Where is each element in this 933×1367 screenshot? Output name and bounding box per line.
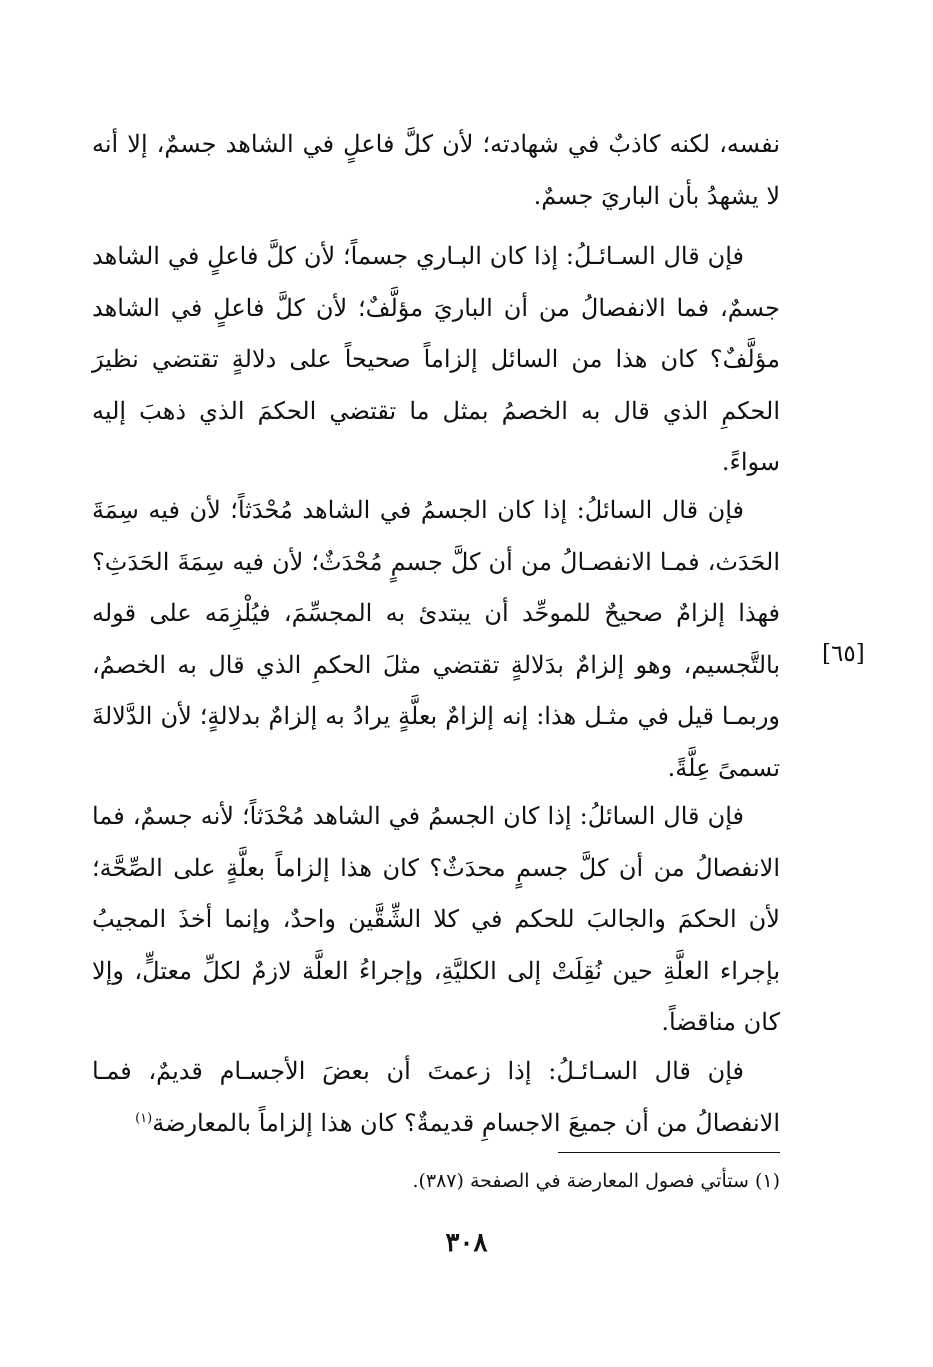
paragraph-3 bbox=[92, 485, 780, 794]
paragraph-5 bbox=[92, 1046, 780, 1149]
paragraph-2 bbox=[92, 231, 780, 489]
paragraph-text bbox=[92, 1046, 780, 1149]
paragraph-text: نفسه، لكنه كاذبٌ في شهادته؛ لأن كلَّ فاعلٍ في الشاهد جسمٌ، إلا أنه لا يشهدُ بأن الباريَ جسمٌ. bbox=[92, 130, 780, 210]
paragraph-4 bbox=[92, 791, 780, 1049]
paragraph-text: فإن قال السائلُ: إذا كان الجسمُ في الشاهد مُحْدَثاً؛ لأنه جسمٌ، فما الانفصالُ من أن كلَّ جسمٍ محدَثٌ؟ كان هذا إلزاماً بعلَّةٍ على الصِّحَّة؛ لأن الحكمَ والجالبَ للحكم في كلا الشِّقَّين واحدٌ، وإنما أخذَ المجيبُ بإجراء العلَّةِ حين نُقِلَتْ إلى الكليَّةِ، وإجراءُ العلَّة لازمٌ لكلِّ معتلٍّ، وإلا كان مناقضاً. bbox=[92, 802, 780, 1036]
footnote-marker: (١) bbox=[135, 1110, 153, 1126]
paragraph-1 bbox=[92, 119, 780, 222]
footnote: (١) ستأتي فصول المعارضة في الصفحة (٣٨٧). bbox=[412, 1170, 780, 1192]
paragraph-text-content: فإن قال السـائـلُ: إذا زعمتَ أن بعضَ الأجسـام قديمٌ، فمـا الانفصالُ من أن جميعَ الاجسامِ قديمةٌ؟ كان هذا إلزاماً بالمعارضة bbox=[92, 1057, 780, 1137]
footnote-divider bbox=[558, 1152, 780, 1153]
page-number: ٣٠٨ bbox=[445, 1228, 488, 1258]
margin-page-reference: [٦٥] bbox=[822, 641, 865, 667]
paragraph-text: فإن قال السائلُ: إذا كان الجسمُ في الشاهد مُحْدَثاً؛ لأن فيه سِمَةَ الحَدَث، فمـا الانفصـالُ من أن كلَّ جسمٍ مُحْدَثٌ؛ لأن فيه سِمَةَ الحَدَثِ؟ فهذا إلزامٌ صحيحٌ للموحِّد أن يبتدئ به المجسِّمَ، فيُلْزِمَه على قوله بالتَّجسيم، وهو إلزامٌ بدَلالةٍ تقتضي مثلَ الحكمِ الذي قال به الخصمُ، وربمـا قيل في مثـل هذا: إنه إلزامٌ بعلَّةٍ يرادُ به إلزامٌ بدلالةٍ؛ لأن الدَّلالةَ تسمىً عِلَّةً. bbox=[92, 496, 780, 782]
paragraph-text: فإن قال السـائـلُ: إذا كان البـاري جسماً؛ لأن كلَّ فاعلٍ في الشاهد جسمٌ، فما الانفصالُ من أن الباريَ مؤلَّفٌ؛ لأن كلَّ فاعلٍ في الشاهد مؤلَّفٌ؟ كان هذا من السائل إلزاماً صحيحاً على دلالةٍ تقتضي نظيرَ الحكمِ الذي قال به الخصمُ بمثل ما تقتضي الحكمَ الذي ذهبَ إليه سواءً. bbox=[92, 242, 780, 476]
